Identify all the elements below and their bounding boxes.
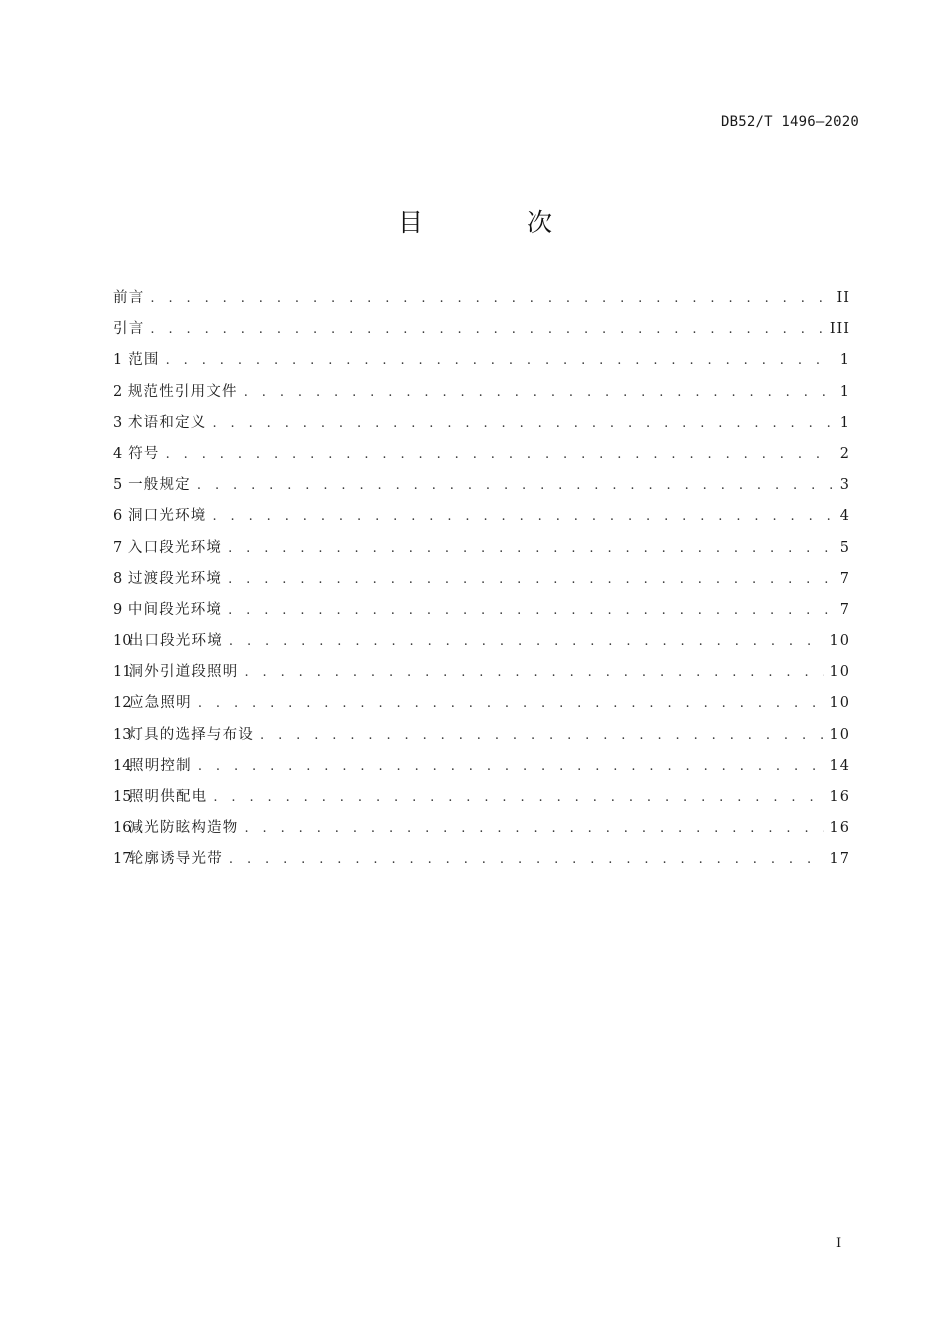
toc-dot-leader	[197, 470, 834, 501]
toc-dot-leader	[229, 626, 824, 657]
toc-dot-leader	[166, 439, 834, 470]
toc-dot-leader	[213, 782, 823, 813]
toc-entry-title: 范围	[128, 352, 160, 369]
toc-entry[interactable]	[113, 720, 850, 751]
toc-entry-number: 16	[113, 820, 132, 837]
toc-entry-page: 16	[829, 820, 850, 837]
toc-entry-title: 符号	[128, 445, 160, 462]
toc-dot-leader	[150, 283, 830, 314]
toc-dot-leader	[212, 501, 833, 532]
toc-entry-number: 11	[113, 664, 132, 681]
toc-entry-page: 1	[839, 352, 850, 369]
toc-entry[interactable]	[113, 408, 850, 439]
toc-entry-title: 一般规定	[128, 477, 191, 494]
toc-entry[interactable]	[113, 595, 850, 626]
toc-entry-page: 7	[839, 601, 850, 618]
toc-entry[interactable]	[113, 751, 850, 782]
toc-entry[interactable]	[113, 657, 850, 688]
toc-dot-leader	[228, 595, 834, 626]
toc-entry-number: 15	[113, 789, 132, 805]
toc-entry[interactable]	[113, 501, 850, 532]
toc-entry[interactable]	[113, 283, 850, 314]
toc-entry[interactable]	[113, 564, 850, 595]
toc-entry-title: 轮廓诱导光带	[128, 851, 223, 868]
toc-dot-leader	[212, 408, 833, 439]
toc-entry-number: 9	[113, 601, 123, 618]
toc-entry-title: 入口段光环境	[127, 539, 223, 556]
toc-entry[interactable]	[113, 470, 850, 501]
toc-entry-page: 1	[839, 414, 850, 431]
toc-entry-number: 17	[113, 851, 132, 868]
toc-dot-leader	[228, 533, 834, 564]
toc-entry-page: 10	[829, 633, 850, 650]
toc-entry[interactable]	[113, 533, 850, 564]
toc-entry[interactable]	[113, 813, 850, 844]
table-of-contents	[113, 283, 850, 876]
toc-entry-page: 14	[829, 757, 850, 774]
toc-entry-page: III	[829, 321, 850, 338]
toc-entry-number: 7	[113, 539, 123, 556]
toc-entry-title: 洞外引道段照明	[128, 664, 239, 681]
toc-entry-title: 洞口光环境	[127, 508, 207, 525]
toc-entry-page: 1	[839, 383, 850, 400]
toc-entry-title: 出口段光环境	[128, 633, 223, 650]
toc-entry-page: 4	[839, 508, 850, 525]
toc-entry-page: 10	[829, 695, 850, 712]
toc-entry[interactable]	[113, 439, 850, 470]
toc-entry-page: 16	[829, 789, 850, 805]
toc-entry-title: 前言	[113, 290, 145, 306]
toc-entry-page: 7	[839, 570, 850, 587]
toc-entry-title: 照明供配电	[128, 789, 208, 805]
toc-entry-number: 10	[113, 633, 132, 650]
toc-dot-leader	[166, 345, 834, 376]
toc-entry-number: 4	[113, 445, 123, 462]
document-code: DB52/T 1496—2020	[720, 114, 859, 130]
toc-entry-number: 12	[113, 695, 132, 712]
toc-dot-leader	[260, 720, 824, 751]
toc-dot-leader	[229, 844, 824, 875]
toc-entry-number: 13	[113, 726, 132, 743]
toc-entry[interactable]	[113, 377, 850, 408]
toc-entry-title: 规范性引用文件	[127, 383, 238, 400]
toc-entry[interactable]	[113, 844, 850, 875]
toc-entry-title: 术语和定义	[127, 414, 207, 431]
toc-dot-leader	[150, 314, 823, 345]
toc-entry-page: 10	[829, 726, 850, 743]
toc-entry-page: 10	[829, 664, 850, 681]
toc-entry-title: 应急照明	[129, 695, 192, 712]
toc-entry-title: 引言	[113, 321, 145, 338]
toc-entry-title: 过渡段光环境	[127, 570, 223, 587]
toc-entry-number: 8	[113, 570, 123, 587]
toc-title: 目 次	[398, 208, 600, 237]
toc-dot-leader	[244, 377, 834, 408]
toc-entry-number: 2	[113, 383, 123, 400]
toc-entry[interactable]	[113, 626, 850, 657]
toc-dot-leader	[244, 657, 823, 688]
toc-dot-leader	[244, 813, 823, 844]
toc-entry-number: 5	[113, 477, 123, 494]
toc-entry-title: 中间段光环境	[127, 601, 223, 618]
toc-entry-title: 照明控制	[129, 757, 192, 774]
toc-entry[interactable]	[113, 688, 850, 719]
page-number: I	[836, 1236, 842, 1251]
toc-dot-leader	[228, 564, 834, 595]
toc-entry-number: 3	[113, 414, 123, 431]
toc-entry-page: 3	[839, 477, 850, 494]
toc-entry-page: 2	[839, 445, 850, 462]
toc-entry-page: 5	[839, 539, 850, 556]
toc-entry-number: 6	[113, 508, 123, 525]
toc-entry-number: 1	[113, 352, 123, 369]
toc-entry[interactable]	[113, 782, 850, 813]
toc-entry-title: 灯具的选择与布设	[128, 726, 255, 743]
toc-entry-page: 17	[829, 851, 850, 868]
toc-dot-leader	[198, 751, 824, 782]
toc-entry[interactable]	[113, 314, 850, 345]
toc-entry-page: II	[836, 290, 850, 306]
toc-entry-number: 14	[113, 757, 132, 774]
toc-dot-leader	[198, 688, 824, 719]
toc-entry[interactable]	[113, 345, 850, 376]
toc-entry-title: 减光防眩构造物	[128, 820, 239, 837]
